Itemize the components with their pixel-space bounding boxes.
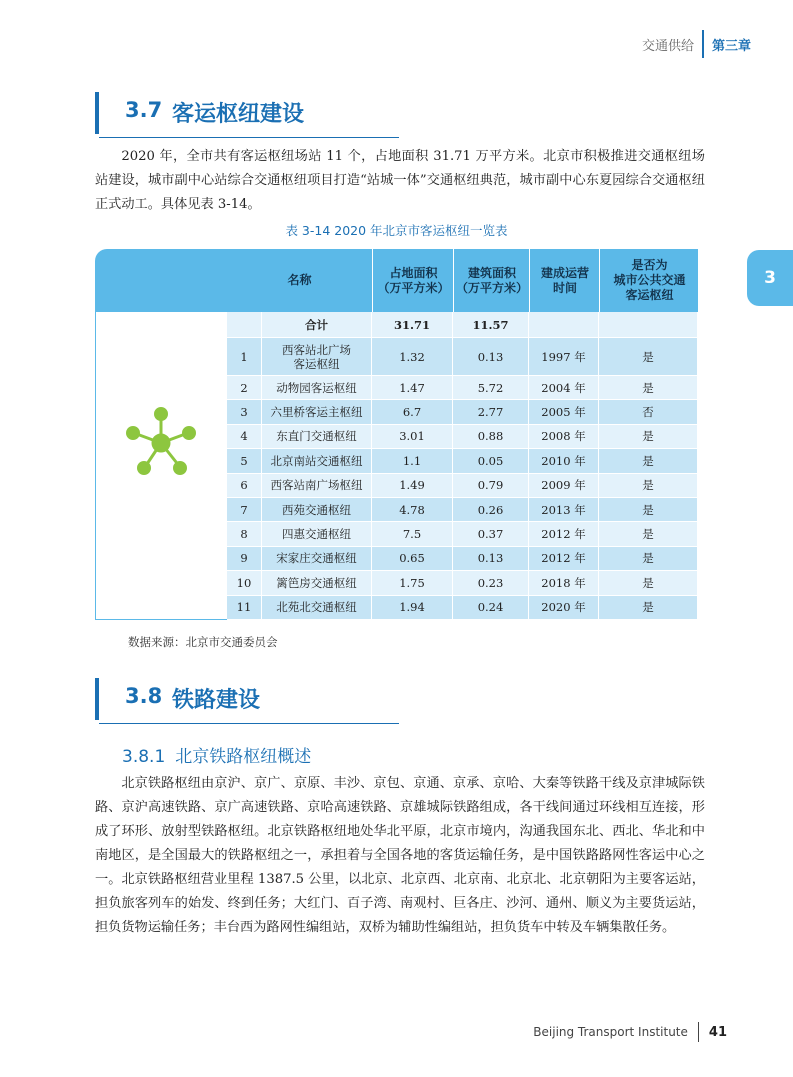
row-building-cell: 2.77 — [453, 400, 529, 424]
row-public-cell: 是 — [599, 338, 698, 376]
total-time-cell — [529, 312, 599, 338]
row-area-cell: 1.75 — [372, 571, 453, 595]
row-area-cell: 0.65 — [372, 547, 453, 571]
header-section-label: 交通供给 — [641, 38, 694, 54]
row-time-cell: 2012 年 — [529, 547, 599, 571]
header-building: 建筑面积 （万平方米） — [453, 249, 530, 312]
row-public-cell: 是 — [599, 474, 698, 498]
section-number: 3.7 — [125, 98, 163, 122]
section-underline — [99, 723, 399, 724]
row-name-cell: 宋家庄交通枢纽 — [262, 547, 372, 571]
chapter-tab — [747, 250, 793, 306]
row-number-cell: 5 — [227, 449, 262, 473]
table-caption: 表 3-14 2020 年北京市客运枢纽一览表 — [285, 223, 508, 238]
table-row — [227, 474, 698, 498]
table-row — [227, 449, 698, 473]
table-side-panel — [95, 312, 228, 620]
section-heading-3-7 — [95, 92, 399, 134]
row-number-cell: 10 — [227, 571, 262, 595]
total-no-cell — [227, 312, 262, 338]
row-number-cell: 4 — [227, 425, 262, 449]
row-building-cell: 0.13 — [453, 547, 529, 571]
section-title: 铁路建设 — [172, 688, 261, 713]
hub-table — [95, 249, 698, 619]
row-time-cell: 2018 年 — [529, 571, 599, 595]
paragraph: 北京铁路枢纽由京沪、京广、京原、丰沙、京包、京通、京承、京哈、大秦等铁路干线及京津城际铁路、京沪高速铁路、京广高速铁路、京哈高速铁路、京雄城际铁路组成，各干线间通过环线相互连接，形成了环形、放射型铁路枢纽。北京铁路枢纽地处华北平原，北京市境内，沟通我国东北、西北、华北和中南地区，是全国最大的铁路枢纽之一，承担着与全国各地的客货运输任务，是中国铁路路网性客运中心之一。北京铁路枢纽营业里程 1387.5 公里，以北京、北京西、北京南、北京北、北京朝阳为主要客运站，担负旅客列车的始发、终到任务；大红门、百子湾、南观村、巨各庄、沙河、通州、顺义为主要货运站，担负货物运输任务；丰台西为路网性编组站，双桥为辅助性编组站，担负货车中转及车辆集散任务。 — [95, 776, 705, 935]
row-name-cell: 东直门交通枢纽 — [262, 425, 372, 449]
row-public-cell: 是 — [599, 498, 698, 522]
chapter-tab-label: 3 — [764, 268, 776, 288]
row-public-cell: 是 — [599, 547, 698, 571]
table-row — [227, 522, 698, 546]
row-building-cell: 0.88 — [453, 425, 529, 449]
row-building-cell: 0.37 — [453, 522, 529, 546]
row-public-cell: 是 — [599, 522, 698, 546]
row-building-cell: 0.23 — [453, 571, 529, 595]
section-title: 客运枢纽建设 — [172, 102, 305, 127]
header-public: 是否为 城市公共交通 客运枢纽 — [599, 249, 699, 312]
row-public-cell: 是 — [599, 571, 698, 595]
row-building-cell: 5.72 — [453, 376, 529, 400]
table-total-row — [227, 312, 698, 338]
section-number: 3.8 — [125, 684, 163, 708]
row-area-cell: 6.7 — [372, 400, 453, 424]
table-row — [227, 571, 698, 595]
row-time-cell: 2009 年 — [529, 474, 599, 498]
row-name-cell: 动物园客运枢纽 — [262, 376, 372, 400]
row-area-cell: 7.5 — [372, 522, 453, 546]
total-label-cell: 合计 — [262, 312, 372, 338]
section-3-8-1-body — [95, 772, 705, 940]
row-area-cell: 4.78 — [372, 498, 453, 522]
hub-network-icon — [96, 312, 228, 619]
row-name-cell: 北苑北交通枢纽 — [262, 596, 372, 620]
table-header — [95, 249, 698, 312]
running-header — [642, 30, 751, 58]
row-public-cell: 是 — [599, 449, 698, 473]
footer-org: Beijing Transport Institute — [533, 1025, 688, 1039]
row-name-cell: 四惠交通枢纽 — [262, 522, 372, 546]
header-divider — [702, 30, 704, 58]
subsection-title: 北京铁路枢纽概述 — [175, 747, 312, 767]
row-name-cell: 篱笆房交通枢纽 — [262, 571, 372, 595]
total-building-cell: 11.57 — [453, 312, 529, 338]
row-time-cell: 2012 年 — [529, 522, 599, 546]
total-area-cell: 31.71 — [372, 312, 453, 338]
row-area-cell: 1.47 — [372, 376, 453, 400]
table-row — [227, 547, 698, 571]
row-number-cell: 6 — [227, 474, 262, 498]
row-name-cell: 西苑交通枢纽 — [262, 498, 372, 522]
row-public-cell: 是 — [599, 596, 698, 620]
row-number-cell: 7 — [227, 498, 262, 522]
row-number-cell: 2 — [227, 376, 262, 400]
row-time-cell: 2005 年 — [529, 400, 599, 424]
row-building-cell: 0.05 — [453, 449, 529, 473]
row-time-cell: 2020 年 — [529, 596, 599, 620]
section-3-7-body — [95, 145, 705, 217]
subsection-heading-3-8-1 — [122, 742, 311, 767]
page-number: 41 — [708, 1024, 727, 1040]
row-public-cell: 是 — [599, 376, 698, 400]
row-public-cell: 否 — [599, 400, 698, 424]
row-time-cell: 2013 年 — [529, 498, 599, 522]
table-row — [227, 425, 698, 449]
row-name-cell: 六里桥客运主枢纽 — [262, 400, 372, 424]
row-public-cell: 是 — [599, 425, 698, 449]
row-number-cell: 1 — [227, 338, 262, 376]
row-number-cell: 3 — [227, 400, 262, 424]
section-heading-3-8 — [95, 678, 399, 720]
row-name-cell: 北京南站交通枢纽 — [262, 449, 372, 473]
header-time: 建成运营 时间 — [529, 249, 600, 312]
row-time-cell: 1997 年 — [529, 338, 599, 376]
row-number-cell: 8 — [227, 522, 262, 546]
row-name-cell: 西客站北广场 客运枢纽 — [262, 338, 372, 376]
footer-divider — [698, 1022, 699, 1042]
row-area-cell: 1.94 — [372, 596, 453, 620]
row-area-cell: 1.32 — [372, 338, 453, 376]
row-time-cell: 2010 年 — [529, 449, 599, 473]
row-building-cell: 0.24 — [453, 596, 529, 620]
paragraph: 2020 年，全市共有客运枢纽场站 11 个，占地面积 31.71 万平方米。北京市积极推进交通枢纽场站建设，城市副中心站综合交通枢纽项目打造“站城一体”交通枢纽典范，城市副中心东夏园综合交通枢纽正式动工。具体见表 3-14。 — [95, 149, 705, 212]
row-building-cell: 0.13 — [453, 338, 529, 376]
table-row — [227, 498, 698, 522]
row-time-cell: 2008 年 — [529, 425, 599, 449]
row-building-cell: 0.26 — [453, 498, 529, 522]
row-number-cell: 9 — [227, 547, 262, 571]
row-number-cell: 11 — [227, 596, 262, 620]
table-row — [227, 596, 698, 620]
header-name: 名称 — [287, 273, 312, 287]
table-row — [227, 338, 698, 376]
header-chapter-label: 第三章 — [711, 38, 751, 54]
page-footer — [533, 1022, 727, 1042]
row-area-cell: 1.1 — [372, 449, 453, 473]
row-area-cell: 1.49 — [372, 474, 453, 498]
total-public-cell — [599, 312, 698, 338]
table-source-note: 数据来源：北京市交通委员会 — [128, 635, 278, 649]
table-row — [227, 376, 698, 400]
row-name-cell: 西客站南广场枢纽 — [262, 474, 372, 498]
subsection-number: 3.8.1 — [122, 747, 166, 767]
row-time-cell: 2004 年 — [529, 376, 599, 400]
row-area-cell: 3.01 — [372, 425, 453, 449]
header-area: 占地面积 （万平方米） — [372, 249, 454, 312]
table-row — [227, 400, 698, 424]
row-building-cell: 0.79 — [453, 474, 529, 498]
section-underline — [99, 137, 399, 138]
